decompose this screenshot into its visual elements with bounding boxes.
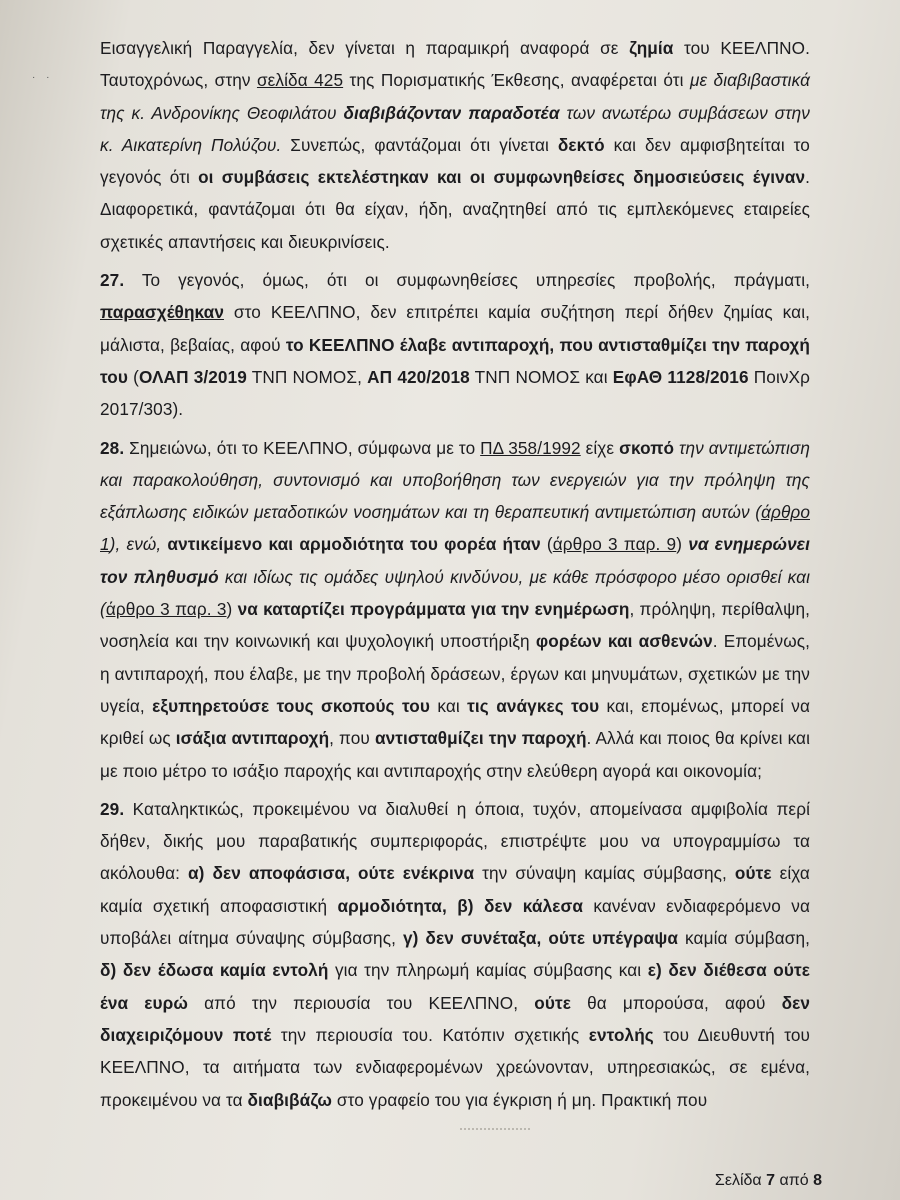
text-run: άρθρο 1 [100, 502, 810, 555]
text-run: φορέων και ασθενών [535, 631, 713, 652]
text-run: ισάξια αντιπαροχή [175, 728, 330, 749]
text-run: διαβιβάζονταν παραδοτέα [343, 102, 560, 123]
text-run: ούτε [534, 992, 571, 1013]
text-run: ), ενώ, [109, 534, 168, 555]
text-run: ούτε [734, 863, 772, 884]
text-run: της Πορισματικής Έκθεσης, αναφέρεται ότι [343, 70, 690, 91]
text-run: την σύναψη καμίας σύμβασης, [474, 863, 735, 884]
text-run: διαβιβάζω [247, 1089, 332, 1110]
text-run: . Επομένως, η αντιπαροχή, που έλαβε, με την προβολή δράσεων, έργων και μηνυμάτων, σχετικών με την υγεία, [100, 631, 810, 716]
text-run: στο γραφείο του για έγκριση ή μη. Πρακτική που [332, 1089, 708, 1110]
paragraph-29 [100, 793, 810, 1116]
footer-total-pages: 8 [813, 1172, 822, 1189]
text-run: 28. [100, 437, 125, 458]
text-run: και ιδίως τις ομάδες υψηλού κινδύνου, με κάθε πρόσφορο μέσο ορισθεί και ( [100, 566, 810, 620]
text-run: είχα καμία σχετική αποφασιστική [100, 863, 810, 916]
text-run: Το γεγονός, όμως, ότι οι συμφωνηθείσες υπηρεσίες προβολής, πράγματι, [124, 270, 810, 291]
text-run: άρθρο 3 παρ. 3 [105, 599, 227, 620]
text-run: . Διαφορετικά, φαντάζομαι ότι θα είχαν, ήδη, αναζητηθεί από τις εμπλεκόμενες εταιρείες σχετικές απαντήσεις και διευκρινίσεις. [100, 167, 810, 252]
text-run: σκοπό [619, 437, 675, 458]
text-run: ΠοινΧρ 2017/303). [100, 366, 811, 420]
text-run: την περιουσία του. Κατόπιν σχετικής [271, 1024, 589, 1045]
paragraph-intro [100, 32, 810, 258]
text-run: το ΚΕΕΛΠΝΟ έλαβε αντιπαροχή, που αντισταθμίζει την παροχή του [100, 334, 811, 387]
text-run: του ΚΕΕΛΠΝΟ. Ταυτοχρόνως, στην [100, 38, 810, 91]
text-run: των ανωτέρω συμβάσεων στην κ. Αικατερίνη Πολύζου. [100, 102, 810, 155]
text-run: τις ανάγκες του [467, 695, 600, 716]
paragraph-28 [100, 432, 810, 787]
text-run: α) δεν αποφάσισα, ούτε ενέκρινα [187, 863, 475, 884]
text-run: του Διευθυντή του ΚΕΕΛΠΝΟ, τα αιτήματα των ενδιαφερομένων χρεώνονταν, υπηρεσιακώς, σε εμένα, προκειμένου να τα [100, 1024, 810, 1110]
text-run: ζημία [629, 38, 674, 58]
footer-middle: από [775, 1172, 814, 1189]
text-run: παρασχέθηκαν [100, 302, 224, 323]
text-run: στο ΚΕΕΛΠΝΟ, δεν επιτρέπει καμία συζήτηση περί δήθεν ζημίας και, μάλιστα, βεβαίας, αφού [100, 302, 810, 355]
text-run: δεν διαχειριζόμουν ποτέ [100, 992, 811, 1045]
text-run: να καταρτίζει προγράμματα για την ενημέρωση [237, 599, 630, 620]
text-run: ) [226, 599, 238, 620]
text-run: καμία σύμβαση, [678, 928, 810, 949]
text-run: εξυπηρετούσε τους σκοπούς του [152, 695, 430, 716]
text-run: Συνεπώς, φαντάζομαι ότι γίνεται [281, 134, 558, 155]
text-run: ΟΛΑΠ 3/2019 [138, 366, 247, 387]
text-run: ε) δεν διέθεσα ούτε ένα ευρώ [100, 960, 810, 1013]
text-run: ΕφΑΘ 1128/2016 [612, 366, 749, 387]
text-run: 29. [100, 798, 125, 819]
text-run: και [429, 695, 468, 716]
text-run: αντικείμενο και αρμοδιότητα του φορέα ήταν [167, 534, 541, 555]
text-run: ΤΝΠ ΝΟΜΟΣ και [469, 366, 613, 387]
footer-current-page: 7 [766, 1172, 776, 1189]
text-run: με διαβιβαστικά της κ. Ανδρονίκης Θεοφιλάτου [100, 70, 810, 123]
text-run: , που [329, 728, 375, 749]
text-run: κανέναν ενδιαφερόμενο να υποβάλει αίτημα σύναψης σύμβασης, [100, 895, 810, 949]
page-footer [715, 1172, 822, 1190]
text-run: αντισταθμίζει την παροχή [374, 728, 587, 749]
text-run: να ενημερώνει τον πληθυσμό [100, 534, 810, 587]
body-text [100, 32, 810, 1116]
text-run: δεκτό [557, 134, 605, 155]
text-run: Εισαγγελική Παραγγελία, δεν γίνεται η παραμικρή αναφορά σε [100, 38, 630, 58]
text-run: ) [676, 534, 689, 555]
text-run: Καταληκτικώς, προκειμένου να διαλυθεί η όποια, τυχόν, απομείνασα αμφιβολία περί δήθεν, δικής μου παραβατικής συμπεριφοράς, επιστρέψτε μου να υπογραμμίσω τα ακόλουθα: [100, 798, 810, 884]
footer-prefix: Σελίδα [714, 1172, 767, 1189]
text-run: σελίδα 425 [256, 70, 344, 91]
text-run: αρμοδιότητα, β) δεν κάλεσα [337, 895, 584, 916]
text-run: γ) δεν συνέταξα, ούτε υπέγραψα [402, 928, 679, 949]
text-run: ΠΔ 358/1992 [480, 437, 581, 458]
text-run: την αντιμετώπιση και παρακολούθηση, συντονισμό και υποβοήθηση των ενεργειών για την πρόληψη της εξάπλωσης ειδικών μεταδοτικών νοσημάτων και τη θεραπευτική αντιμετώπιση αυτών ( [100, 437, 811, 523]
text-run: οι συμβάσεις εκτελέστηκαν και οι συμφωνηθείσες δημοσιεύσεις έγιναν [198, 167, 806, 188]
faint-scribble [460, 1128, 530, 1134]
text-run: άρθρο 3 παρ. 9 [552, 534, 677, 555]
margin-marks: · · [32, 72, 54, 83]
text-run: ΑΠ 420/2018 [367, 366, 470, 387]
text-run: θα μπορούσα, αφού [571, 992, 782, 1013]
text-run: και, επομένως, μπορεί να κριθεί ως [100, 695, 810, 749]
text-run: , πρόληψη, περίθαλψη, νοσηλεία και την κοινωνική και ψυχολογική υποστήριξη [100, 599, 811, 652]
text-run: . Αλλά και ποιος θα κρίνει και με ποιο μέτρο το ισάξιο παροχής και αντιπαροχής στην ελεύθερη αγορά και οικονομία; [100, 728, 811, 781]
text-run: και δεν αμφισβητείται το γεγονός ότι [100, 134, 810, 188]
text-run: εντολής [588, 1024, 654, 1045]
text-run: ( [540, 534, 553, 555]
text-run: 27. [100, 270, 125, 291]
text-run: Σημειώνω, ότι το ΚΕΕΛΠΝΟ, σύμφωνα με το [124, 437, 481, 458]
text-run: για την πληρωμή καμίας σύμβασης και [328, 960, 648, 981]
text-run: ΤΝΠ ΝΟΜΟΣ, [246, 366, 368, 387]
text-run: είχε [580, 437, 620, 458]
text-run: ( [128, 366, 139, 387]
text-run: από την περιουσία του ΚΕΕΛΠΝΟ, [188, 992, 535, 1013]
paragraph-27 [100, 264, 810, 425]
text-run: δ) δεν έδωσα καμία εντολή [100, 960, 329, 981]
